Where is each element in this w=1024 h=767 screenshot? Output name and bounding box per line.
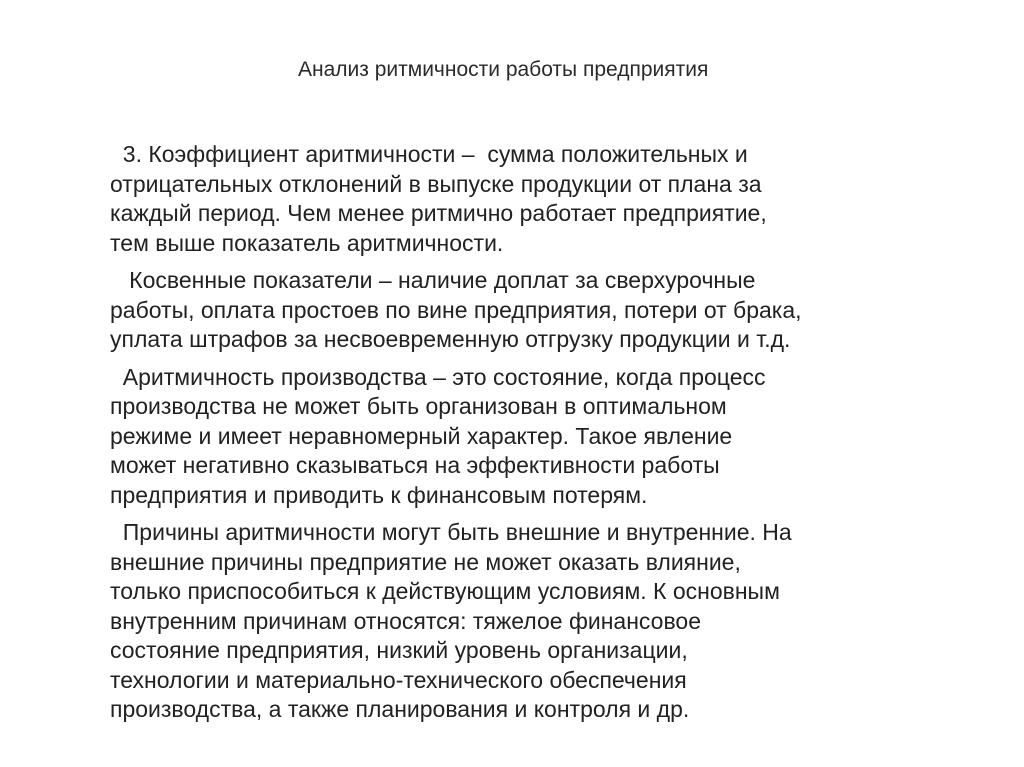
text-line: работы, оплата простоев по вине предприятия, потери от брака,: [110, 296, 802, 323]
slide-body: [110, 140, 990, 733]
text-line: может негативно сказываться на эффективности работы: [110, 452, 720, 478]
text-line: производства не может быть организован в оптимальном: [110, 393, 727, 419]
paragraph-arrhythmia-causes: [110, 518, 990, 725]
text-line: внешние причины предприятие не может оказать влияние,: [110, 548, 741, 575]
text-line: уплата штрафов за несвоевременную отгрузку продукции и т.д.: [110, 326, 791, 352]
text-line: отрицательных отклонений в выпуске продукции от плана за: [110, 170, 762, 197]
text-line: Косвенные показатели – наличие доплат за сверхурочные: [110, 267, 756, 293]
paragraph-indirect-indicators: [110, 266, 990, 355]
paragraph-production-arrhythmia: [110, 363, 990, 511]
slide-title: Анализ ритмичности работы предприятия: [298, 58, 709, 81]
text-line: технологии и материально-технического обеспечения: [110, 666, 687, 693]
text-line: Причины аритмичности могут быть внешние и внутренние. На: [110, 519, 792, 545]
text-line: Аритмичность производства – это состояние, когда процесс: [110, 363, 766, 390]
text-line: производства, а также планирования и контроля и др.: [110, 696, 690, 722]
text-line: только приспособиться к действующим условиям. К основным: [110, 578, 780, 604]
text-line: состояние предприятия, низкий уровень организации,: [110, 637, 688, 663]
text-line: предприятия и приводить к финансовым потерям.: [110, 481, 648, 508]
text-line: тем выше показатель аритмичности.: [110, 229, 504, 256]
text-line: внутренним причинам относятся: тяжелое финансовое: [110, 607, 702, 634]
text-line: режиме и имеет неравномерный характер. Такое явление: [110, 422, 733, 449]
paragraph-arrhythmia-coefficient: [110, 140, 990, 258]
text-line: 3. Коэффициент аритмичности – сумма положительных и: [110, 141, 748, 167]
text-line: каждый период. Чем менее ритмично работает предприятие,: [110, 200, 767, 226]
